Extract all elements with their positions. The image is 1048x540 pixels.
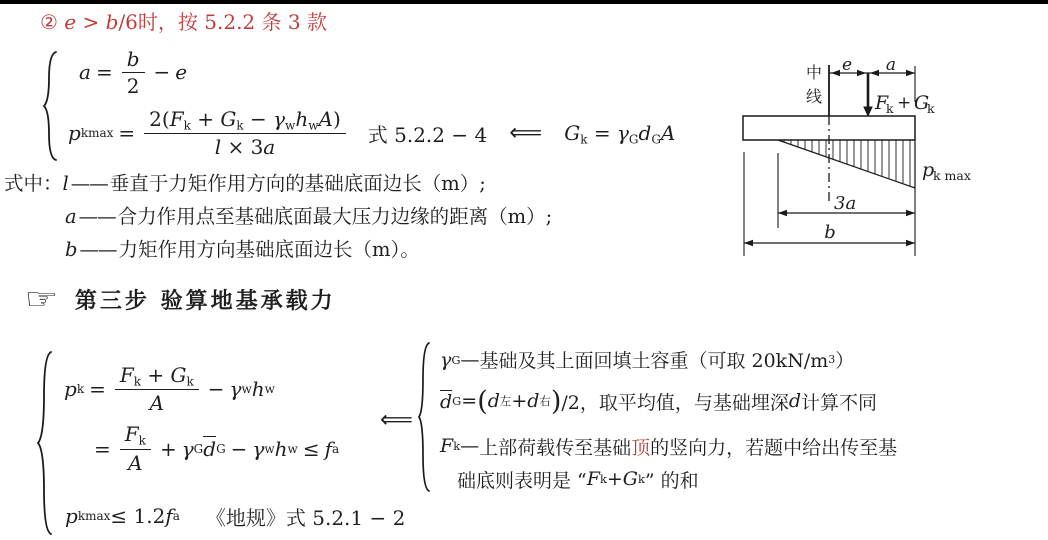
superscript-3: 3 [828,353,836,366]
var-d: d [487,390,500,412]
note-text: 的竖向力，若题中给出传至基 [650,436,898,459]
denominator: 2 [126,73,140,98]
sub-kmax: kmax [77,509,111,524]
sub-kmax: kmax [80,126,114,141]
vardef-row-b [4,233,552,266]
var-p: p [68,121,81,146]
sub-k: k [76,382,85,397]
numerator [115,363,199,390]
numerator [144,107,346,134]
step-title: 第三步 验算地基承载力 [74,288,336,314]
top-border-bar [0,0,1048,4]
formula-a-equals [79,46,675,98]
force-label-Gsub: k [927,101,935,116]
var-a: a [263,135,276,160]
sub-G: G [628,131,639,146]
definition-text: 合力作用点至基础底面最大压力边缘的距离（m）; [117,205,553,228]
note-text: 上部荷载传至基础 [479,436,632,459]
highlighted-char: 顶 [631,436,651,459]
sub-a: a [172,509,180,524]
sub-k: k [138,433,146,448]
formula-pkmax-limit [62,502,405,531]
var-f: f [165,504,173,529]
sub-G: G [216,441,226,456]
times-3: × 3 [221,135,264,160]
var-G: G [622,468,638,490]
em-dash: —— [79,238,117,261]
note-text: 基础及其上面回填土容重（可取 20kN/m [479,350,829,372]
var-A: A [318,107,333,131]
vardef-row-l [4,167,552,200]
sub-a: a [332,441,340,456]
left-brace [36,350,54,536]
note-text: 计算不同 [801,391,878,414]
sub-w: w [287,441,298,456]
formula-block-eccentric-pressure [42,46,676,162]
leq-sign: ≤ [302,436,320,461]
formula-pk-expanded [62,422,405,474]
step-heading [24,282,336,317]
em-dash: — [460,435,480,457]
var-d: d [788,390,802,412]
var-b: b [65,238,78,261]
pointing-hand-icon: ☞ [24,282,59,317]
pressure-triangle [778,140,915,188]
left-brace [417,341,431,493]
minus-sign: − [207,377,225,402]
var-a: a [79,60,91,84]
sub-G: G [451,352,461,367]
fraction-FkGk-over-A [115,363,199,415]
var-a: a [65,205,77,228]
annotation-lines [440,341,897,495]
var-h: h [295,107,309,131]
diagram-labels [806,55,971,243]
sub-k: k [599,472,607,486]
dim-3a-label: 3a [834,193,857,214]
formula-lines [62,350,405,531]
gt-sign: > [76,10,106,34]
code-reference: 《地规》式 5.2.1 − 2 [205,505,406,530]
sub-k: k [580,131,588,146]
sub-w: w [241,382,252,397]
a-arrow-right [906,70,915,76]
annotation-block [417,341,897,495]
pkmax-label-sub: k max [933,168,971,183]
definition-text: 垂直于力矩作用方向的基础底面边长（m）; [109,172,486,195]
var-d-overline: d [203,437,217,462]
foundation-pressure-diagram [700,40,1048,260]
sub-k: k [133,374,142,389]
var-h: h [251,377,265,402]
var-e: e [64,10,77,34]
pkmax-label-p: p [922,159,935,181]
tok: 2( [149,107,170,131]
formula-lines [68,46,676,160]
sub-right: 右 [539,394,551,408]
dim3a-arrow-right [906,210,915,216]
equals-sign: = [89,377,106,402]
dim-e-label: e [841,55,853,75]
equals-sign: = [94,436,111,461]
plus: + [511,390,528,412]
fraction-Fk-over-A [120,422,151,474]
centerline-label-1: 中 [805,63,823,82]
formula-pk [62,363,405,415]
denominator-A: A [128,450,143,475]
gk-definition [564,121,675,146]
equation-ref: 式 5.2.2 − 4 [367,122,488,147]
equals: = [461,390,478,412]
item-number-icon: ② [40,10,65,34]
over-6: /6 [118,10,138,34]
var-F: F [119,363,134,387]
var-F: F [169,107,184,131]
e-arrow-right [857,70,866,76]
close-paren: ) [550,385,562,417]
sub-k: k [183,118,191,133]
dimb-arrow-right [906,240,915,246]
paren: ) [332,107,341,131]
minus-sign: − [230,436,248,461]
sub-k: k [236,118,244,133]
fraction-b-over-2 [122,47,145,98]
sub-G: G [651,131,661,146]
force-label-F: F [875,92,889,114]
sub-k: k [453,439,461,453]
var-gamma: γ [252,436,265,461]
sub-w: w [285,118,296,133]
force-label-G: G [914,92,930,114]
equals-sign: = [95,60,113,84]
fraction-pkmax [144,107,346,159]
dimb-arrow-left [744,240,753,246]
equals: = [587,120,617,145]
formula-block-bearing-check [36,350,405,536]
force-label-plus: + [897,93,912,113]
var-p: p [64,377,77,402]
implies-arrow-icon: ⟸ [509,120,543,147]
var-d-overline: d [440,390,453,413]
section-heading [40,6,327,35]
var-F: F [586,468,600,490]
var-G: G [220,107,237,131]
var-F: F [440,435,454,457]
var-gamma: γ [181,436,194,461]
plus: + [141,363,171,387]
sub-G: G [452,394,462,408]
vardef-row-a [4,200,552,233]
var-d: d [527,390,540,412]
note-text: /2，取平均值，与基础埋深 [561,391,789,414]
var-h: h [274,436,288,461]
Fk-note-line2 [440,463,897,495]
centerline-label-2: 线 [805,87,823,106]
plus: + [606,468,623,490]
dG-average-note [440,378,897,424]
plus: + [190,107,221,131]
dim-b-label: b [824,222,836,243]
formula-pkmax [68,107,675,159]
var-d: d [638,120,652,145]
var-F: F [124,422,139,447]
Fk-note-line1 [440,429,897,463]
a-arrow-left [870,70,879,76]
equals-sign: = [118,121,136,146]
prefix: 式中： [4,172,63,195]
sub-left: 左 [499,394,512,408]
plus-sign: + [159,436,177,461]
var-gamma: γ [273,107,286,131]
em-dash: —— [78,205,116,228]
sub-w: w [264,441,275,456]
var-f: f [324,436,332,461]
var-G: G [170,363,187,387]
minus: − [243,107,274,131]
note-text: 础底则表明是 “ [457,469,587,492]
note-text: ） [835,350,855,372]
var-b: b [105,10,119,34]
minus-sign: − [153,60,171,84]
var-gamma: γ [616,120,629,145]
em-dash: —— [70,172,108,195]
sub-k: k [637,472,645,486]
var-e: e [175,60,188,84]
hatch-lines [784,140,910,186]
heading-text: 时，按 5.2.2 条 3 款 [137,10,327,34]
var-l: l [62,172,69,195]
leq-1.2: ≤ 1.2 [110,504,166,529]
var-p: p [65,504,78,529]
var-gamma: γ [440,348,452,371]
numerator: b [122,47,145,73]
force-label-Fsub: k [886,101,894,116]
e-arrow-left [831,70,840,76]
sub-w: w [264,382,275,397]
var-A: A [660,120,676,145]
definition-text: 力矩作用方向基础底面边长（m）。 [118,238,420,261]
em-dash: — [460,348,480,371]
numerator [120,422,151,449]
left-brace [42,50,58,162]
var-G: G [564,120,581,145]
variable-definitions [4,167,552,266]
sub-G: G [193,441,204,456]
implies-arrow-icon: ⟸ [380,407,413,433]
denominator-A: A [149,391,165,416]
gamma-G-note [440,341,897,378]
open-paren: ( [477,385,488,417]
dim3a-arrow-left [778,210,787,216]
var-gamma: γ [229,377,242,402]
sub-w: w [308,118,319,133]
var-l: l [214,135,222,160]
note-text: ” 的和 [644,469,699,492]
sub-k: k [186,374,194,389]
dim-a-label: a [885,55,897,75]
denominator [215,134,276,159]
